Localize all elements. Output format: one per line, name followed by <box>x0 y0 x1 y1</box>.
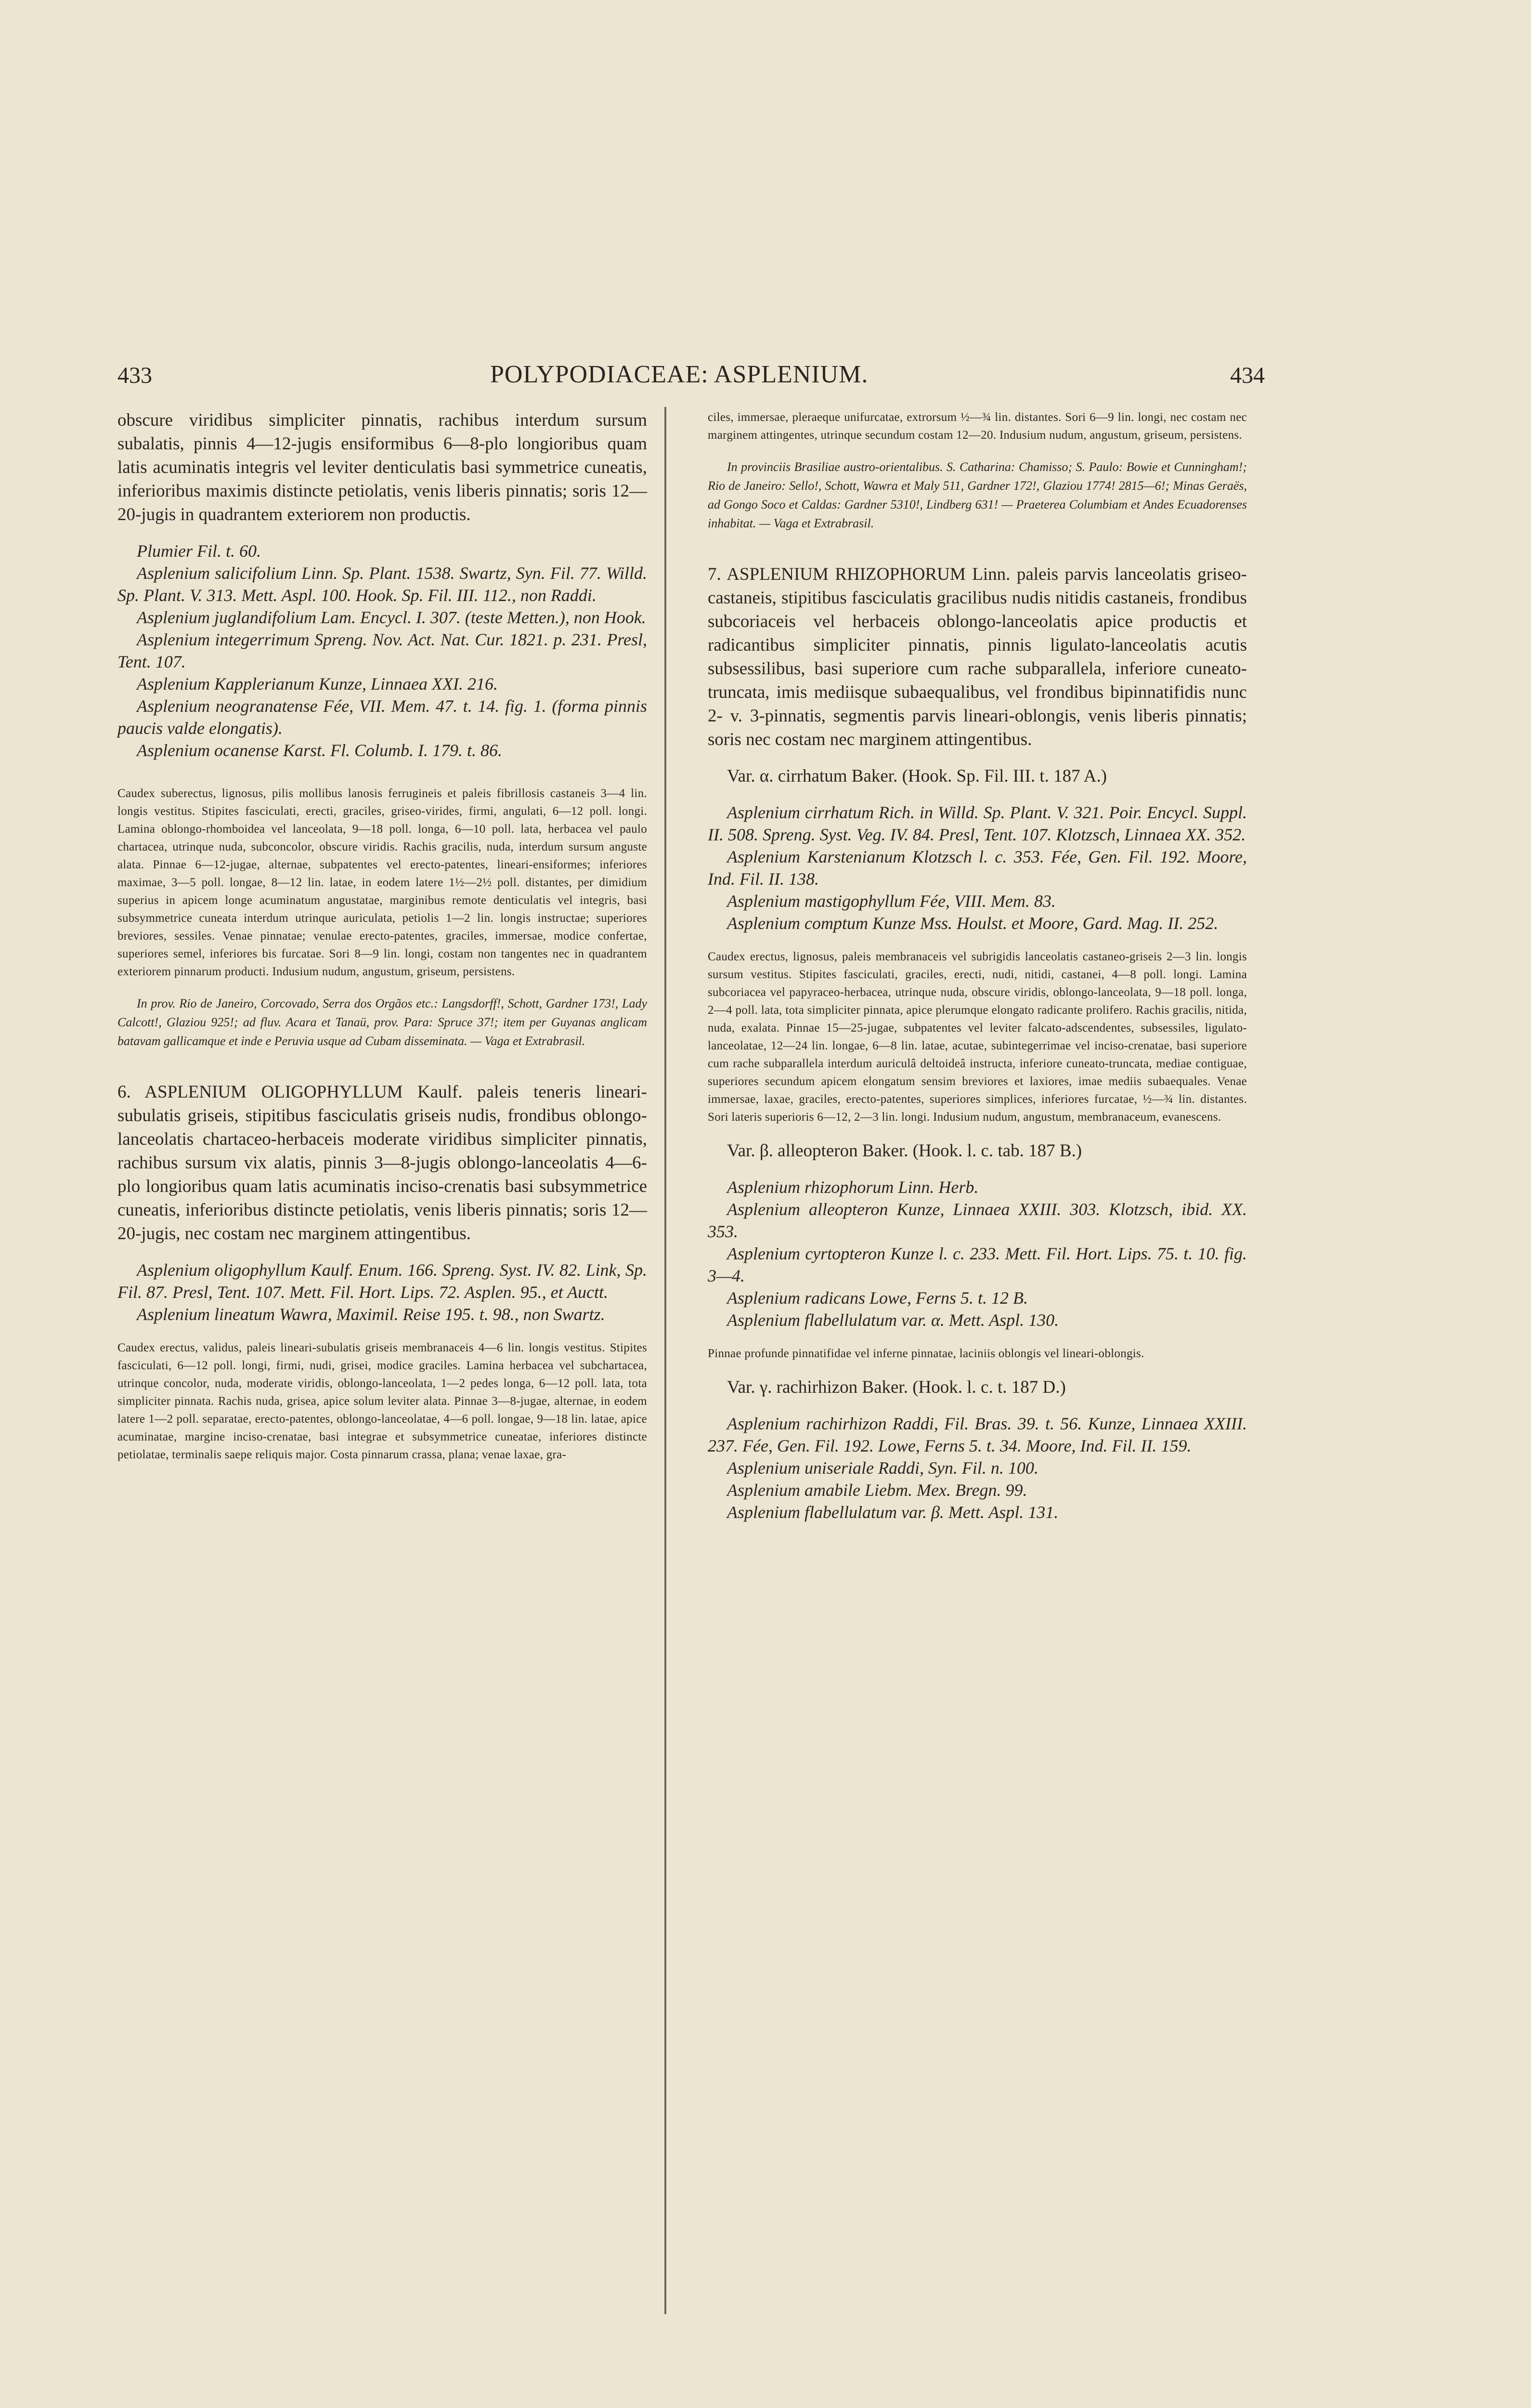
right-column <box>708 408 1247 1523</box>
synonym-entry: Asplenium uniseriale Raddi, Syn. Fil. n. 100. <box>727 1458 1038 1478</box>
synonym-entry: Asplenium rhizophorum Linn. Herb. <box>727 1178 979 1197</box>
locality-note: In provinciis Brasiliae austro-orientalibus. S. Catharina: Chamisso; S. Paulo: Bowie et Cunningham!; Rio de Janeiro: Sello!, Schott, Wawra et Maly 511, Gardner 172!, Glaziou 1774! 2815—6!; Minas Geraës, ad Gongo Soco et Caldas: Gardner 5310!, Lindberg 631! — Praeterea Columbiam et Andes Ecuadorenses inhabitat. — Vaga et Extrabrasil. <box>708 460 1247 530</box>
synonym-entry: Asplenium rachirhizon Raddi, Fil. Bras. 39. t. 56. Kunze, Linnaea XXIII. 237. Fée, Gen. Fil. 192. Lowe, Ferns 5. t. 34. Moore, Ind. Fil. II. 159. <box>708 1414 1247 1455</box>
synonym-entry: Asplenium radicans Lowe, Ferns 5. t. 12 B. <box>727 1288 1028 1308</box>
synonym-entry: Asplenium oligophyllum Kaulf. Enum. 166. Spreng. Syst. IV. 82. Link, Sp. Fil. 87. Presl, Tent. 107. Mett. Fil. Hort. Lips. 72. Asplen. 95., et Auctt. <box>117 1260 647 1302</box>
species-6-heading: 6. ASPLENIUM OLIGOPHYLLUM Kaulf. paleis teneris lineari-subulatis griseis, stipitibus fasciculatis griseis nudis, frondibus oblongo-lanceolatis chartaceo-herbaceis moderate viridibus simpliciter pinnatis, rachibus sursum vix alatis, pinnis 3—8-jugis oblongo-lanceolatis 4—6-plo longioribus quam latis acuminatis inciso-crenatis basi subsymmetrice cuneatis, inferioribus distincte petiolatis, venis liberis pinnatis; soris 12—20-jugis, nec costam nec marginem attingentibus. <box>117 1082 647 1243</box>
synonym-entry: Asplenium ocanense Karst. Fl. Columb. I. 179. t. 86. <box>137 741 502 760</box>
synonym-entry: Asplenium neogranatense Fée, VII. Mem. 47. t. 14. fig. 1. (forma pinnis paucis valde elongatis). <box>117 696 647 738</box>
morphology-description: Caudex erectus, validus, paleis lineari-subulatis griseis membranaceis 4—6 lin. longis vestitus. Stipites fasciculati, 6—12 poll. longi, firmi, nudi, grisei, modice graciles. Lamina herbacea vel subchartacea, utrinque concolor, nuda, moderate viridis, oblongo-lanceolata, 1—2 pedes longa, 6—12 poll. lata, tota simpliciter pinnata. Rachis nuda, grisea, apice solum leviter alata. Pinnae 3—8-jugae, alternae, in eodem latere 1—2 poll. separatae, erecto-patentes, oblongo-lanceolatae, 4—6 poll. longae, 9—18 lin. latae, apice acuminatae, margine inciso-crenatae, basi integrae et subsymmetrice cuneatae, inferiores distincte petiolatae, terminalis saepe reliquis major. Costa pinnarum crassa, plana; venae laxae, gra- <box>117 1341 647 1461</box>
variety-beta-heading: Var. β. alleopteron Baker. (Hook. l. c. tab. 187 B.) <box>727 1141 1082 1161</box>
column-divider <box>664 407 666 2314</box>
synonym-entry: Asplenium lineatum Wawra, Maximil. Reise 195. t. 98., non Swartz. <box>137 1305 605 1324</box>
synonym-entry: Asplenium Karstenianum Klotzsch l. c. 353. Fée, Gen. Fil. 192. Moore, Ind. Fil. II. 138. <box>708 847 1247 889</box>
page-number-left: 433 <box>117 363 152 388</box>
morphology-description: Caudex erectus, lignosus, paleis membranaceis vel subrigidis lanceolatis castaneo-griseis 2—3 lin. longis sursum vestitus. Stipites fasciculati, graciles, erecti, nudi, nitidi, castanei, 4—8 poll. longi. Lamina subcoriacea vel papyraceo-herbacea, utrinque nuda, obscure viridis, oblongo-lanceolata, 9—18 poll. longa, 2—4 poll. lata, tota simpliciter pinnata, apice plerumque elongato radicante prolifero. Rachis gracilis, nitida, nuda, exalata. Pinnae 15—25-jugae, subpatentes vel leviter falcato-adscendentes, subsessiles, ligulato-lanceolatae, 12—24 lin. longae, 6—8 lin. latae, acutae, subintegerrimae vel inciso-crenatae, basi superiore cum rache subparallela interdum auriculâ deltoideâ instructa, inferiore cuneato-truncata, mediae contiguae, superiores secundum apicem elongatum sensim breviores et laxiores, imae mediis subaequales. Venae immersae, laxae, graciles, erecto-patentes, superiores simplices, inferiores furcatae, ½—¾ lin. distantes. Sori lateris superioris 6—12, 2—3 lin. longi. Indusium nudum, angustum, membranaceum, evanescens. <box>708 950 1247 1124</box>
species-7-heading: 7. ASPLENIUM RHIZOPHORUM Linn. paleis parvis lanceolatis griseo-castaneis, stipitibus fasciculatis gracilibus nudis nitidis castaneis, frondibus subcoriaceis vel herbaceis oblongo-lanceolatis apice productis et radicantibus simpliciter pinnatis, pinnis ligulato-lanceolatis acutis subsessilibus, basi superiore cum rache subparallela, inferiore cuneato-truncata, imis mediisque subaequalibus, vel frondibus bipinnatifidis nunc 2- v. 3-pinnatis, segmentis parvis lineari-oblongis, venis liberis pinnatis; soris nec costam nec marginem attingentibus. <box>708 564 1247 749</box>
synonym-entry: Asplenium comptum Kunze Mss. Houlst. et Moore, Gard. Mag. II. 252. <box>727 914 1219 933</box>
variety-gamma-heading: Var. γ. rachirhizon Baker. (Hook. l. c. t. 187 D.) <box>727 1377 1066 1397</box>
morphology-description: Caudex suberectus, lignosus, pilis mollibus lanosis ferrugineis et paleis fibrillosis castaneis 3—4 lin. longis vestitus. Stipites fasciculati, erecti, graciles, griseo-virides, firmi, angulati, 6—12 poll. longi. Lamina oblongo-rhomboidea vel lanceolata, 9—18 poll. longa, 6—10 poll. lata, herbacea vel paulo chartacea, utrinque nuda, subconcolor, obscure viridis. Rachis gracilis, nuda, interdum sursum anguste alata. Pinnae 6—12-jugae, alternae, subpatentes vel erecto-patentes, lineari-ensiformes; inferiores maximae, 3—5 poll. longae, 8—12 lin. latae, in eodem latere 1½—2½ poll. distantes, per dimidium superius in apicem longe acuminatum angustatae, marginibus remote denticulatis vel integris, basi subsymmetrice cuneata interdum utrinque auriculata, petiolis 1—2 lin. longis instructae; superiores breviores, sessiles. Venae pinnatae; venulae erecto-patentes, graciles, immersae, modice confertae, superiores semel, inferiores bis furcatae. Sori 8—9 lin. longi, costam non tangentes nec in quadrantem exteriorem pinnarum producti. Indusium nudum, angustum, griseum, persistens. <box>117 787 647 978</box>
morphology-description-continued: ciles, immersae, pleraeque unifurcatae, extrorsum ½—¾ lin. distantes. Sori 6—9 lin. longi, nec costam nec marginem attingentes, utrinque secundum costam 12—20. Indusium nudum, angustum, griseum, persistens. <box>708 411 1247 442</box>
synonym-entry: Asplenium alleopteron Kunze, Linnaea XXIII. 303. Klotzsch, ibid. XX. 353. <box>708 1200 1247 1241</box>
synonym-entry: Asplenium mastigophyllum Fée, VIII. Mem. 83. <box>727 891 1056 911</box>
variety-alpha-heading: Var. α. cirrhatum Baker. (Hook. Sp. Fil. III. t. 187 A.) <box>727 766 1107 786</box>
synonym-entry: Asplenium flabellulatum var. α. Mett. Aspl. 130. <box>727 1310 1059 1330</box>
left-column <box>117 408 647 1464</box>
synonym-entry: Asplenium cyrtopteron Kunze l. c. 233. Mett. Fil. Hort. Lips. 75. t. 10. fig. 3—4. <box>708 1244 1247 1285</box>
variety-note: Pinnae profunde pinnatifidae vel inferne pinnatae, laciniis oblongis vel lineari-oblongis. <box>708 1347 1144 1360</box>
species-description-continued: obscure viridibus simpliciter pinnatis, rachibus interdum sursum subalatis, pinnis 4—12-jugis ensiformibus 6—8-plo longioribus quam latis acuminatis integris vel leviter denticulatis basi symmetrice cuneatis, inferioribus maximis distincte petiolatis, venis liberis pinnatis; soris 12—20-jugis in quadrantem exteriorem non productis. <box>117 410 647 524</box>
synonym-entry: Asplenium juglandifolium Lam. Encycl. I. 307. (teste Metten.), non Hook. <box>137 608 646 627</box>
synonym-entry: Asplenium cirrhatum Rich. in Willd. Sp. Plant. V. 321. Poir. Encycl. Suppl. II. 508. Spreng. Syst. Veg. IV. 84. Presl, Tent. 107. Klotzsch, Linnaea XX. 352. <box>708 803 1247 844</box>
synonym-entry: Asplenium integerrimum Spreng. Nov. Act. Nat. Cur. 1821. p. 231. Presl, Tent. 107. <box>117 630 647 671</box>
synonym-entry: Asplenium Kapplerianum Kunze, Linnaea XXI. 216. <box>137 674 498 694</box>
synonym-entry: Asplenium salicifolium Linn. Sp. Plant. 1538. Swartz, Syn. Fil. 77. Willd. Sp. Plant. V. 313. Mett. Aspl. 100. Hook. Sp. Fil. III. 112., non Raddi. <box>117 563 647 605</box>
page-number-right: 434 <box>1230 363 1265 388</box>
synonym-entry: Asplenium flabellulatum var. β. Mett. Aspl. 131. <box>727 1503 1059 1522</box>
running-title: POLYPODIACEAE: ASPLENIUM. <box>490 361 869 388</box>
synonym-entry: Plumier Fil. t. 60. <box>137 541 261 561</box>
locality-note: In prov. Rio de Janeiro, Corcovado, Serra dos Orgãos etc.: Langsdorff!, Schott, Gardner 173!, Lady Calcott!, Glaziou 925!; ad fluv. Acara et Tanaü, prov. Para: Spruce 37!; item per Guyanas anglicam batavam gallicamque et inde e Peruvia usque ad Cubam disseminata. — Vaga et Extrabrasil. <box>117 996 647 1048</box>
synonym-entry: Asplenium amabile Liebm. Mex. Bregn. 99. <box>727 1480 1027 1500</box>
